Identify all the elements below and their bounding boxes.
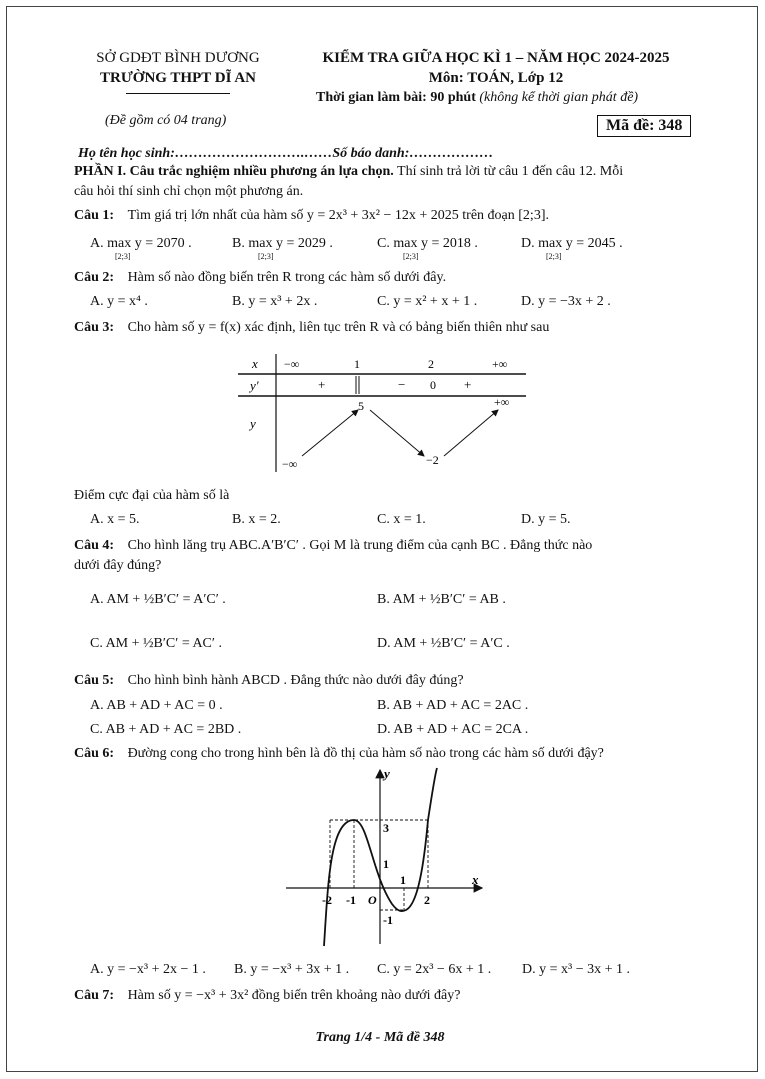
q1-label: Câu 1:	[74, 208, 115, 223]
q1-b-subscript: [2;3]	[258, 252, 274, 261]
part1-desc-2: câu hỏi thí sinh chỉ chọn một phương án.	[74, 184, 304, 199]
q3-option-d[interactable]: D. y = 5.	[521, 512, 571, 527]
variation-table	[236, 352, 536, 474]
table-y-min: −2	[426, 453, 439, 467]
time-label: Thời gian làm bài: 90 phút	[316, 90, 476, 105]
y-axis-label: y	[384, 766, 390, 781]
q5-stem	[74, 673, 464, 689]
q1-option-a[interactable]: A. max y = 2070 .	[90, 236, 192, 251]
table-y-neg-inf: −∞	[282, 457, 298, 471]
q5-label: Câu 5:	[74, 673, 115, 688]
q6-stem	[74, 746, 604, 762]
q3-stem	[74, 320, 549, 336]
q3-option-b[interactable]: B. x = 2.	[232, 512, 281, 527]
q3-label: Câu 3:	[74, 320, 115, 335]
table-yprime-label: y′	[250, 378, 259, 393]
school-name: TRƯỜNG THPT DĨ AN	[100, 70, 256, 86]
guide-lines	[330, 820, 428, 910]
q7-text: Hàm số y = −x³ + 3x² đồng biến trên khoảng nào dưới đây?	[127, 988, 461, 1003]
exam-code-box: Mã đề: 348	[597, 115, 691, 137]
table-y-label: y	[250, 416, 256, 431]
q2-option-d[interactable]: D. y = −3x + 2 .	[521, 294, 611, 309]
q2-option-a[interactable]: A. y = x⁴ .	[90, 294, 148, 309]
table-arrow-down	[370, 410, 424, 456]
q4-option-c[interactable]: C. AM + ½B′C′ = AC′ .	[90, 636, 222, 651]
q6-option-a[interactable]: A. y = −x³ + 2x − 1 .	[90, 962, 206, 977]
time-note: (không kể thời gian phát đề)	[479, 90, 639, 105]
header-divider	[126, 93, 230, 94]
q5-option-b[interactable]: B. AB + AD + AC = 2AC .	[377, 698, 529, 713]
table-x-label: x	[252, 356, 258, 371]
q4-option-a[interactable]: A. AM + ½B′C′ = A′C′ .	[90, 592, 226, 607]
q5-text: Cho hình bình hành ABCD . Đẳng thức nào dưới đây đúng?	[127, 673, 464, 688]
table-sign-3: +	[464, 377, 472, 392]
origin-label: O	[368, 893, 377, 907]
q1-option-d[interactable]: D. max y = 2045 .	[521, 236, 623, 251]
q6-option-c[interactable]: C. y = 2x³ − 6x + 1 .	[377, 962, 492, 977]
table-y-pos-inf: +∞	[494, 395, 510, 409]
q2-stem	[74, 270, 446, 286]
q3-text: Cho hàm số y = f(x) xác định, liên tục trên R và có bảng biến thiên như sau	[127, 320, 550, 335]
q4-stem	[74, 538, 592, 554]
q7-stem	[74, 988, 460, 1004]
cubic-graph	[282, 764, 492, 948]
exam-title: KIỂM TRA GIỮA HỌC KÌ 1 – NĂM HỌC 2024-2025	[322, 50, 670, 66]
x-axis-label: x	[472, 872, 479, 887]
q3-option-c[interactable]: C. x = 1.	[377, 512, 426, 527]
tick-x-1: 1	[400, 873, 406, 887]
q7-label: Câu 7:	[74, 988, 115, 1003]
q4-label: Câu 4:	[74, 538, 115, 553]
subject-line: Môn: TOÁN, Lớp 12	[428, 70, 564, 86]
student-info-line: Họ tên học sinh:……………………….……Số báo danh:………………	[78, 146, 494, 161]
q1-text: Tìm giá trị lớn nhất của hàm số y = 2x³ + 3x² − 12x + 2025 trên đoạn [2;3].	[127, 208, 549, 223]
q4-text-2: dưới đây đúng?	[74, 558, 162, 573]
table-x-pos-inf: +∞	[492, 357, 508, 371]
q3-option-a[interactable]: A. x = 5.	[90, 512, 140, 527]
q5-option-d[interactable]: D. AB + AD + AC = 2CA .	[377, 722, 529, 737]
q2-text: Hàm số nào đồng biến trên R trong các hàm số dưới đây.	[127, 270, 447, 285]
tick-y-1: 1	[383, 857, 389, 871]
q1-stem	[74, 208, 549, 224]
q4-option-d[interactable]: D. AM + ½B′C′ = A′C .	[377, 636, 510, 651]
q1-a-subscript: [2;3]	[115, 252, 131, 261]
q6-label: Câu 6:	[74, 746, 115, 761]
q4-option-b[interactable]: B. AM + ½B′C′ = AB .	[377, 592, 506, 607]
table-arrow-up-1	[302, 410, 358, 456]
q5-option-c[interactable]: C. AB + AD + AC = 2BD .	[90, 722, 242, 737]
q6-option-b[interactable]: B. y = −x³ + 3x + 1 .	[234, 962, 350, 977]
table-sign-2: −	[398, 377, 406, 392]
time-line	[316, 90, 638, 106]
table-x-neg-inf: −∞	[284, 357, 300, 371]
table-x-2: 2	[428, 357, 434, 371]
table-sign-zero: 0	[430, 378, 436, 392]
page-footer: Trang 1/4 - Mã đề 348	[315, 1030, 445, 1045]
tick-x-neg2: -2	[322, 893, 332, 907]
q3-ask: Điểm cực đại của hàm số là	[74, 488, 230, 503]
table-x-1: 1	[354, 357, 360, 371]
table-y-max: 5	[358, 399, 364, 413]
q1-option-b[interactable]: B. max y = 2029 .	[232, 236, 333, 251]
q5-option-a[interactable]: A. AB + AD + AC = 0 .	[90, 698, 223, 713]
table-sign-1: +	[318, 377, 326, 392]
q6-option-d[interactable]: D. y = x³ − 3x + 1 .	[522, 962, 630, 977]
table-arrow-up-2	[444, 410, 498, 456]
part1-title: PHẦN I. Câu trắc nghiệm nhiều phương án lựa chọn.	[74, 164, 394, 179]
q1-d-subscript: [2;3]	[546, 252, 562, 261]
tick-y-3: 3	[383, 821, 389, 835]
q2-option-b[interactable]: B. y = x³ + 2x .	[232, 294, 318, 309]
q1-c-subscript: [2;3]	[403, 252, 419, 261]
q2-label: Câu 2:	[74, 270, 115, 285]
dept-name: SỞ GDĐT BÌNH DƯƠNG	[96, 50, 260, 66]
q6-text: Đường cong cho trong hình bên là đồ thị của hàm số nào trong các hàm số dưới đậy?	[127, 746, 604, 761]
q4-text: Cho hình lăng trụ ABC.A′B′C′ . Gọi M là trung điểm của cạnh BC . Đẳng thức nào	[127, 538, 593, 553]
q1-option-c[interactable]: C. max y = 2018 .	[377, 236, 478, 251]
part1-desc: Thí sinh trả lời từ câu 1 đến câu 12. Mỗi	[393, 164, 624, 179]
tick-x-2: 2	[424, 893, 430, 907]
pages-note: (Đề gồm có 04 trang)	[105, 113, 227, 128]
tick-x-neg1: -1	[346, 893, 356, 907]
tick-y-neg1: -1	[383, 913, 393, 927]
q2-option-c[interactable]: C. y = x² + x + 1 .	[377, 294, 478, 309]
part1-intro	[74, 164, 623, 180]
